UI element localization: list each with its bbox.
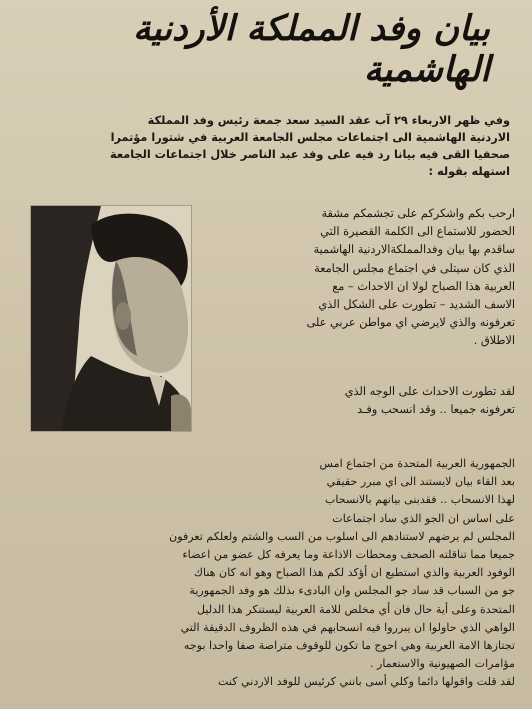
column-line: تعرفونه والذي لايرضي اي مواطن عربي على <box>306 316 515 330</box>
body-line: على اساس ان الجو الذي ساد اجتماعات <box>332 511 515 525</box>
article-lead <box>30 112 510 180</box>
lead-line: الاردنية الهاشمية الى اجتماعات مجلس الجامعة العربية في شتورا مؤتمرا <box>110 131 510 144</box>
column-line: الاطلاق . <box>473 334 515 348</box>
column-line: ساقدم بها بيان وفدالمملكةالاردنية الهاشمية <box>313 243 515 257</box>
body-line: جميعا مما تناقلته الصحف ومحطات الاذاعة وما يعرفه كل عضو من اعضاء <box>182 548 515 562</box>
body-line: جو من السباب قد ساد جو المجلس وان البادىء بذلك هو وفد الجمهورية <box>189 584 515 598</box>
column-line: الحضور للاستماع الى الكلمة القصيرة التي <box>320 225 515 239</box>
body-line: لقد قلت واقولها دائما وكلي أسى بانني كرئيس للوفد الاردني كنت <box>218 675 515 689</box>
column-line: لقد تطورت الاحداث على الوجه الذي <box>344 385 515 398</box>
portrait-illustration <box>31 206 191 431</box>
body-line: بعد القاء بيان لايستند الى اي مبرر حقيقي <box>326 475 515 489</box>
body-line: مؤامرات الصهيونية والاستعمار . <box>369 657 515 671</box>
lead-line: وفي ظهر الاربعاء ٢٩ آب عقد السيد سعد جمعة رئيس وفد المملكة <box>147 114 510 127</box>
column-line: الذي كان سيتلى في اجتماع مجلس الجامعة <box>314 261 515 275</box>
column-line: ارحب بكم واشكركم على تجشمكم مشقة <box>321 207 515 220</box>
column-line: العربية هذا الصباح لولا ان الاحداث – مع <box>332 279 515 293</box>
body-line: الوفود العربية والذي استطيع ان أؤكد لكم هذا الصباح وهو انه كان هناك <box>193 566 515 580</box>
lead-line: صحفيا القى فيه بيانا رد فيه على وفد عبد الناصر خلال اجتماعات الجامعة <box>110 148 510 161</box>
speaker-portrait-photo <box>30 205 192 432</box>
body-line: تجتازها الامة العربية وهي احوج ما تكون للوقوف متراصة صفا واحدا بوجه <box>183 639 515 653</box>
body-line: المجلس لم يرضهم لاستنادهم الى اسلوب من السب والشتم ولعلكم تعرفون <box>169 529 515 543</box>
body-line: لهذا الانسحاب .. فقدبنى بيانهم بالانسحاب <box>324 493 515 507</box>
article-body <box>30 455 515 692</box>
lead-line: استهله بقوله : <box>428 165 510 178</box>
article-headline: بيان وفد المملكة الأردنية الهاشمية <box>132 8 490 90</box>
column-paragraph-1 <box>200 205 515 351</box>
column-line: الاسف الشديد – تطورت على الشكل الذي <box>318 298 515 312</box>
body-line: المتحدة وعلى أية حال فان أي مخلص للامة العربية ليستنكر هذا الدليل <box>196 602 515 616</box>
column-paragraph-2 <box>200 383 515 419</box>
column-line: تعرفونه جميعا .. وقد انسحب وفـد <box>357 403 515 417</box>
body-line: الجمهورية العربية المتحدة من اجتماع امس <box>319 457 515 470</box>
body-line: الواهي الذي حاولوا ان يبرروا فيه انسحابهم في هذه الظروف الدقيقة التي <box>180 620 515 634</box>
